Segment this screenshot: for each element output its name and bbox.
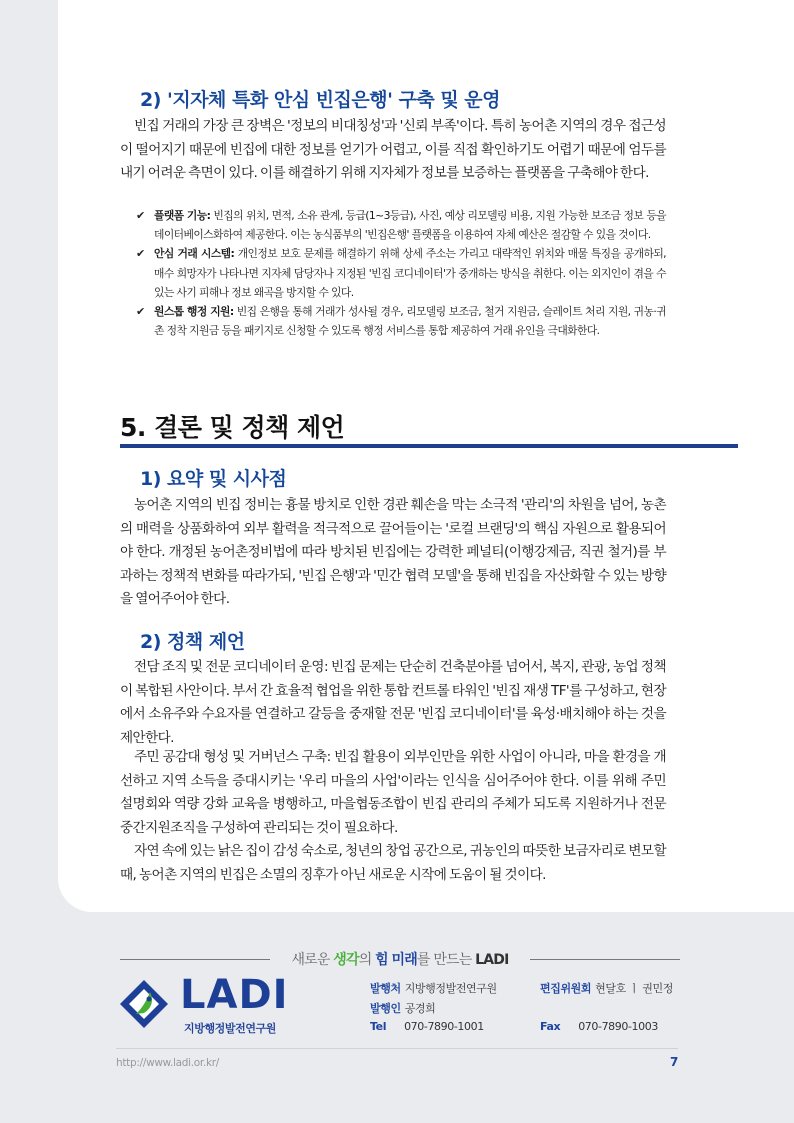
section-2-2-intro: 빈집 거래의 가장 큰 장벽은 '정보의 비대칭성'과 '신뢰 부족'이다. 특히 농어촌 지역의 경우 접근성이 떨어지기 때문에 빈집에 대한 정보를 얻기가 어렵고, 이를 직접 확인하기도 어렵기 때문에 엄두를 내기 어려운 측면이 있다. 이를 해결하기 위해 지자체가 정보를 보증하는 플랫폼을 구축해야 한다. bbox=[120, 118, 666, 181]
section-5-1-text: 농어촌 지역의 빈집 정비는 흉물 방치로 인한 경관 훼손을 막는 소극적 '관리'의 차원을 넘어, 농촌의 매력을 상품화하여 외부 활력을 적극적으로 끌어들이는 '로컬 브랜딩'의 핵심 자원으로 활용되어야 한다. 개정된 농어촌정비법에 따라 방치된 빈집에는 강력한 페널티(이행강제금, 직권 철거)를 부과하는 정책적 변화를 따라가되, '빈집 은행'과 '민간 협력 모델'을 통해 빈집을 자산화할 수 있는 방향을 열어주어야 한다. bbox=[120, 497, 666, 607]
ladi-logo-icon bbox=[116, 976, 172, 1032]
section-heading-5-2: 2) 정책 제언 bbox=[140, 631, 245, 653]
committee-label: 편집위원회 bbox=[540, 982, 592, 995]
page-number: 7 bbox=[670, 1055, 679, 1069]
slogan-part-green: 생각 bbox=[333, 952, 359, 968]
fax-label: Fax bbox=[540, 1020, 561, 1033]
check-icon: ✔ bbox=[136, 209, 145, 222]
tel-info bbox=[370, 1020, 484, 1033]
publisher-label: 발행처 bbox=[370, 982, 401, 995]
list-item bbox=[136, 302, 666, 340]
feature-list bbox=[136, 206, 666, 340]
check-icon: ✔ bbox=[136, 247, 145, 261]
list-item-text: 개인정보 보호 문제를 해결하기 위해 상세 주소는 가리고 대략적인 위치와 매물 특징을 공개하되, 매수 희망자가 나타나면 지자체 담당자나 지정된 '빈집 코디네이터'가 중개하는 방식을 취한다. 이는 외지인이 겪을 수 있는 사기 피해나 정보 왜곡을 방지할 수 있다. bbox=[154, 247, 666, 299]
section-heading-2-2: 2) '지자체 특화 안심 빈집은행' 구축 및 운영 bbox=[140, 89, 501, 111]
issuer-info bbox=[370, 1000, 435, 1016]
list-item-text: 빈집 은행을 통해 거래가 성사될 경우, 리모델링 보조금, 철거 지원금, 슬레이트 처리 지원, 귀농·귀촌 정착 지원금 등을 패키지로 신청할 수 있도록 행정 서비스를 통합 제공하여 거래 유인을 극대화한다. bbox=[154, 305, 667, 338]
slogan-part-bold: LADI bbox=[475, 952, 509, 968]
section-5-2-para-3: 자연 속에 있는 낡은 집이 감성 숙소로, 청년의 창업 공간으로, 귀농인의 따뜻한 보금자리로 변모할 때, 농어촌 지역의 빈집은 소멸의 징후가 아닌 새로운 시작에 도움이 될 것이다. bbox=[120, 843, 666, 883]
slogan-line-right bbox=[530, 959, 680, 960]
logo-subtitle: 지방행정발전연구원 bbox=[184, 1022, 277, 1035]
fax-info bbox=[540, 1020, 658, 1033]
slogan-part: 새로운 bbox=[291, 952, 334, 968]
publisher-info bbox=[370, 980, 497, 996]
tel-value: 070-7890-1001 bbox=[404, 1020, 484, 1033]
section-heading-5-1: 1) 요약 및 시사점 bbox=[140, 468, 287, 490]
publisher-value: 지방행정발전연구원 bbox=[404, 982, 497, 995]
slogan-part-blue: 미래 bbox=[391, 952, 417, 968]
issuer-value: 공경희 bbox=[404, 1002, 436, 1015]
slogan-part: 를 만드는 bbox=[416, 952, 476, 968]
footer-divider bbox=[116, 1048, 678, 1049]
list-item bbox=[136, 244, 666, 302]
issuer-label: 발행인 bbox=[370, 1002, 401, 1015]
section-5-2-para-2: 주민 공감대 형성 및 거버넌스 구축: 빈집 활용이 외부인만을 위한 사업이 아니라, 마을 환경을 개선하고 지역 소득을 증대시키는 '우리 마을의 사업'이라는 인식을 심어주어야 한다. 이를 위해 주민 설명회와 역량 강화 교육을 병행하고, 마을협동조합이 빈집 관리의 주체가 되도록 지원하거나 전문 중간지원조직을 구성하여 관리되는 것이 필요하다. bbox=[120, 749, 666, 836]
list-item bbox=[136, 206, 666, 244]
slogan-part: 의 bbox=[358, 952, 376, 968]
footer-slogan bbox=[120, 949, 680, 969]
slogan-text bbox=[270, 949, 530, 969]
list-item-title: 원스톱 행정 지원: bbox=[154, 305, 234, 319]
check-icon: ✔ bbox=[136, 305, 145, 319]
slogan-line-left bbox=[120, 959, 270, 960]
list-item-title: 플랫폼 기능: bbox=[154, 209, 211, 222]
list-item-title: 안심 거래 시스템: bbox=[154, 247, 235, 261]
committee-value: 현달호 ㅣ 권민정 bbox=[595, 982, 673, 995]
logo-wordmark: LADI bbox=[180, 972, 289, 1018]
committee-info bbox=[540, 980, 673, 996]
fax-value: 070-7890-1003 bbox=[578, 1020, 658, 1033]
heading-rule bbox=[120, 444, 738, 448]
slogan-part-blue: 힘 bbox=[375, 952, 388, 968]
section-heading-5: 5. 결론 및 정책 제언 bbox=[120, 413, 345, 442]
list-item-text: 빈집의 위치, 면적, 소유 관계, 등급(1~3등급), 사진, 예상 리모델링 비용, 지원 가능한 보조금 정보 등을 데이터베이스화하여 제공한다. 이는 농식품부의 '빈집은행' 플랫폼을 이용하여 자체 예산은 절감할 수 있을 것이다. bbox=[154, 209, 666, 242]
section-5-2-para-1: 전담 조직 및 전문 코디네이터 운영: 빈집 문제는 단순히 건축분야를 넘어서, 복지, 관광, 농업 정책이 복합된 사안이다. 부서 간 효율적 협업을 위한 통합 컨트롤 타워인 '빈집 재생 TF'를 구성하고, 현장에서 소유주와 수요자를 연결하고 갈등을 중재할 전문 '빈집 코디네이터'를 육성·배치해야 하는 것을 제안한다. bbox=[120, 659, 666, 746]
tel-label: Tel bbox=[370, 1020, 387, 1033]
website-link[interactable]: http://www.ladi.or.kr/ bbox=[116, 1057, 220, 1069]
